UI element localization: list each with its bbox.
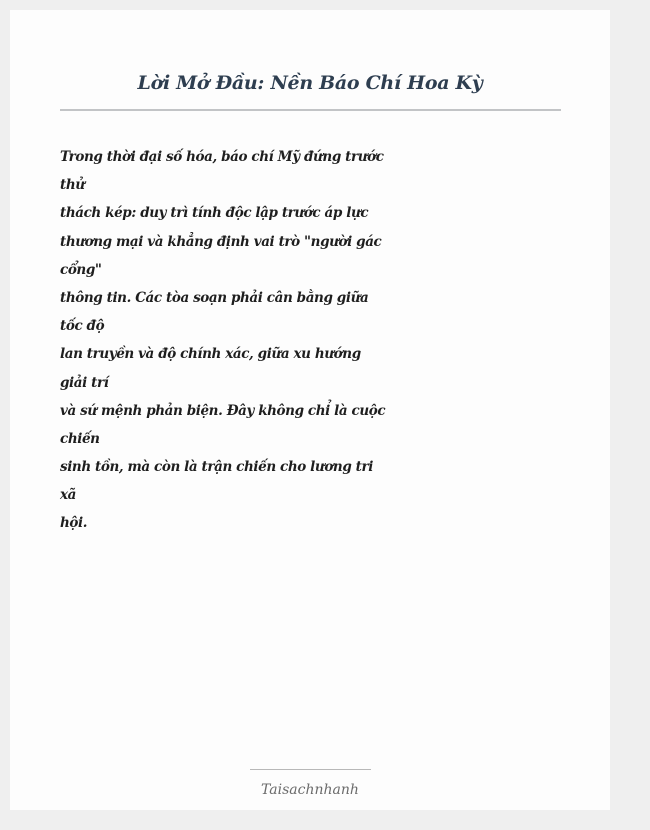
body-line: xã bbox=[60, 487, 76, 504]
footer-divider bbox=[250, 769, 371, 770]
footer-brand: Taisachnhanh bbox=[261, 782, 359, 798]
document-page bbox=[10, 10, 610, 810]
body-line: sinh tồn, mà còn là trận chiến cho lương tri bbox=[60, 459, 373, 476]
body-line: tốc độ bbox=[60, 318, 105, 335]
body-line: thông tin. Các tòa soạn phải cân bằng giữa bbox=[60, 289, 369, 306]
body-line: Trong thời đại số hóa, báo chí Mỹ đứng trước bbox=[60, 149, 384, 165]
body-line: lan truyền và độ chính xác, giữa xu hướng bbox=[60, 346, 361, 363]
body-text bbox=[60, 143, 386, 538]
body-line: thương mại và khẳng định vai trò "người gác bbox=[60, 233, 382, 250]
body-line: và sứ mệnh phản biện. Đây không chỉ là cuộc bbox=[60, 402, 386, 419]
body-line: giải trí bbox=[60, 374, 109, 391]
body-line: chiến bbox=[60, 430, 100, 447]
body-line: thử bbox=[60, 177, 85, 194]
body-line: cổng" bbox=[60, 261, 102, 278]
page-title: Lời Mở Đầu: Nền Báo Chí Hoa Kỳ bbox=[137, 72, 483, 94]
body-line: thách kép: duy trì tính độc lập trước áp lực bbox=[60, 205, 369, 222]
title-divider bbox=[60, 109, 561, 111]
body-line: hội. bbox=[60, 515, 88, 532]
